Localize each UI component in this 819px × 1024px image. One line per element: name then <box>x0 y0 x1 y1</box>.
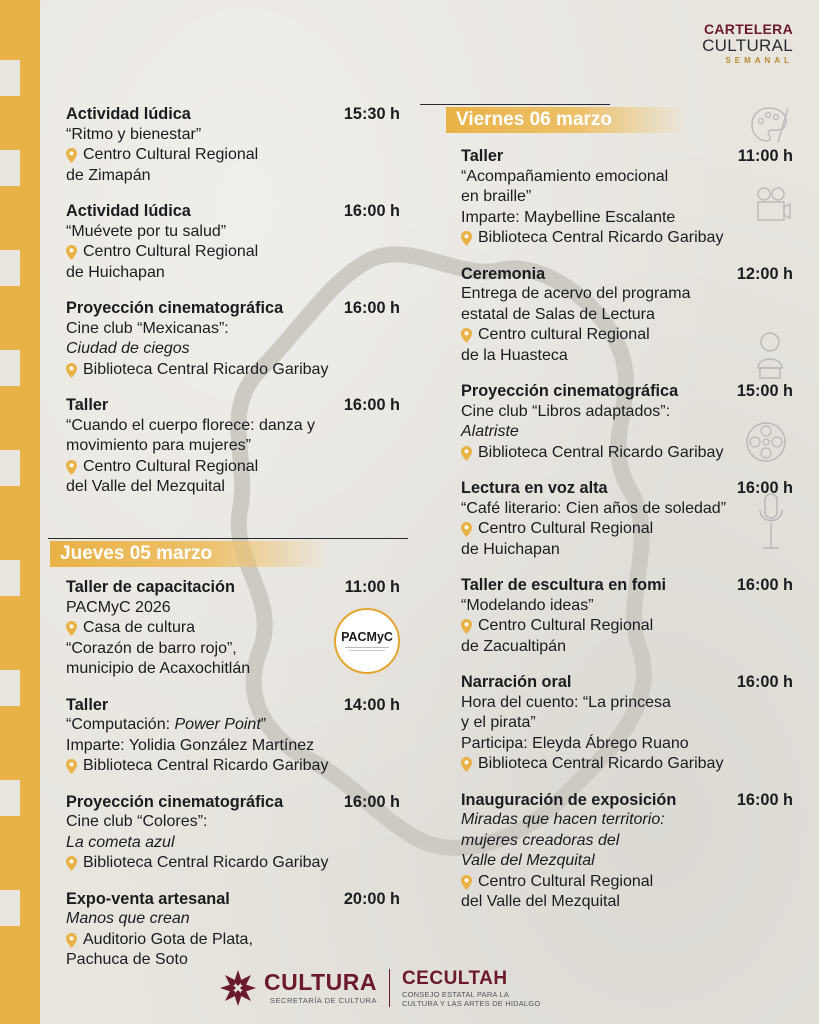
side-decorative-band <box>0 0 40 1024</box>
left-column-events <box>66 104 400 513</box>
event-item <box>461 478 793 560</box>
location-line: de Zimapán <box>66 166 151 184</box>
location-pin-icon <box>461 231 472 246</box>
event-type: Taller <box>66 396 109 414</box>
event-detail: “Muévete por tu salud” <box>66 222 227 240</box>
location-line: de la Huasteca <box>461 346 568 364</box>
location-pin-icon <box>66 148 77 163</box>
event-item <box>461 146 793 249</box>
location-line: Biblioteca Central Ricardo Garibay <box>478 755 724 772</box>
location-pin-icon <box>461 757 472 772</box>
footer-divider <box>389 969 390 1007</box>
location-pin-icon <box>66 460 77 475</box>
film-title: Alatriste <box>461 423 519 440</box>
event-detail: estatal de Salas de Lectura <box>461 305 655 323</box>
event-item <box>461 672 793 775</box>
event-detail: Cine club “Colores”: <box>66 813 208 830</box>
event-detail: “Café literario: Cien años de soledad” <box>461 499 727 517</box>
event-location <box>461 325 793 366</box>
event-detail: PACMyC 2026 <box>66 598 171 616</box>
location-line: Pachuca de Soto <box>66 951 188 968</box>
exhibition-title: mujeres creadoras del <box>461 831 620 849</box>
event-location <box>66 242 400 283</box>
location-line: de Huichapan <box>461 540 560 558</box>
day-header-jueves <box>48 538 408 572</box>
event-detail: en braille” <box>461 188 532 205</box>
location-line: Biblioteca Central Ricardo Garibay <box>83 854 329 871</box>
event-time: 11:00 h <box>344 578 400 596</box>
location-pin-icon <box>66 759 77 774</box>
day-label: Viernes 06 marzo <box>446 107 686 133</box>
location-line: de Huichapan <box>66 263 165 281</box>
cultura-logo <box>264 971 377 1005</box>
cecultah-wordmark: CECULTAH <box>401 967 508 989</box>
event-time: 20:00 h <box>343 889 400 908</box>
event-item <box>461 264 793 367</box>
location-line: de Zacualtipán <box>461 637 566 655</box>
event-location <box>66 930 400 971</box>
event-type: Taller <box>461 147 504 165</box>
event-type: Inauguración de exposición <box>461 790 677 809</box>
event-item <box>66 695 400 777</box>
location-pin-icon <box>461 619 472 634</box>
exhibition-title: Valle del Mezquital <box>461 852 595 869</box>
location-line: Centro Cultural Regional <box>478 520 654 537</box>
brand-line-2: CULTURAL <box>702 36 793 55</box>
cultura-subtitle: SECRETARÍA DE CULTURA <box>270 996 377 1005</box>
event-item <box>66 395 400 498</box>
location-line: Biblioteca Central Ricardo Garibay <box>478 229 724 246</box>
event-item <box>66 298 400 380</box>
day-label: Jueves 05 marzo <box>50 541 330 567</box>
location-line: Biblioteca Central Ricardo Garibay <box>83 360 329 378</box>
event-time: 15:30 h <box>343 105 400 123</box>
event-time: 16:00 h <box>343 396 400 414</box>
location-line: Biblioteca Central Ricardo Garibay <box>478 443 724 461</box>
event-location <box>461 754 793 775</box>
event-detail: “Modelando ideas” <box>461 596 594 614</box>
cultura-star-icon <box>218 968 258 1008</box>
event-detail: Hora del cuento: “La princesa <box>461 693 671 711</box>
film-title: La cometa azul <box>66 833 175 851</box>
event-type: Actividad lúdica <box>66 105 191 123</box>
event-time: 16:00 h <box>736 790 793 809</box>
location-line: Auditorio Gota de Plata, <box>83 930 253 948</box>
event-participant: Participa: Eleyda Ábrego Ruano <box>461 734 689 752</box>
event-time: 16:00 h <box>736 576 793 594</box>
event-location <box>66 853 400 874</box>
event-time: 16:00 h <box>343 792 400 811</box>
event-item <box>66 104 400 186</box>
location-line: Centro Cultural Regional <box>83 457 259 475</box>
film-title: Ciudad de ciegos <box>66 340 190 357</box>
event-detail: “Cuando el cuerpo florece: danza y <box>66 416 316 434</box>
event-type: Proyección cinematográfica <box>66 299 284 317</box>
footer-logos <box>218 966 540 1010</box>
cecultah-logo <box>402 969 540 1008</box>
event-type: Taller de capacitación <box>66 578 235 596</box>
brand-line-3: SEMANAL <box>725 56 793 65</box>
event-location <box>66 756 400 777</box>
event-location <box>461 872 793 913</box>
location-pin-icon <box>66 621 77 636</box>
location-line: Centro Cultural Regional <box>478 872 654 890</box>
location-pin-icon <box>461 875 472 890</box>
location-pin-icon <box>66 933 77 948</box>
event-time: 12:00 h <box>736 264 793 283</box>
location-line: del Valle del Mezquital <box>66 478 225 495</box>
location-line: municipio de Acaxochitlán <box>66 660 251 677</box>
event-location <box>461 519 793 560</box>
event-instructor: Imparte: Yolidia González Martínez <box>66 736 315 754</box>
event-type: Proyección cinematográfica <box>66 792 284 811</box>
pacmyc-logo <box>334 608 400 674</box>
event-time: 16:00 h <box>736 673 793 691</box>
event-time: 14:00 h <box>343 695 400 714</box>
event-location <box>66 360 400 381</box>
event-type: Actividad lúdica <box>66 202 191 220</box>
event-item <box>66 792 400 874</box>
location-pin-icon <box>461 446 472 461</box>
cecultah-subtitle-1: CONSEJO ESTATAL PARA LA <box>401 989 510 999</box>
event-location <box>461 228 793 249</box>
event-time: 15:00 h <box>736 382 793 400</box>
location-line: Centro cultural Regional <box>478 326 650 343</box>
event-detail: Manos que crean <box>66 910 190 927</box>
exhibition-title: Miradas que hacen territorio: <box>461 811 665 828</box>
location-line: Casa de cultura <box>83 619 196 636</box>
event-type: Ceremonia <box>461 264 546 283</box>
event-type: Proyección cinematográfica <box>461 382 679 400</box>
location-line: del Valle del Mezquital <box>461 893 620 910</box>
location-line: “Corazón de barro rojo”, <box>66 639 237 657</box>
event-location <box>461 443 793 464</box>
event-detail: movimiento para mujeres” <box>66 437 251 454</box>
viernes-events <box>461 146 793 928</box>
event-time: 11:00 h <box>737 147 793 165</box>
event-type: Expo-venta artesanal <box>66 889 230 908</box>
cartelera-logo <box>702 22 793 65</box>
event-location <box>66 145 400 186</box>
day-header-viernes <box>446 104 696 138</box>
location-pin-icon <box>461 328 472 343</box>
event-item <box>461 381 793 463</box>
pacmyc-logo-text: PACMyC <box>341 630 393 645</box>
event-detail: “Ritmo y bienestar” <box>66 125 202 143</box>
event-item <box>66 889 400 971</box>
location-pin-icon <box>66 363 77 378</box>
location-pin-icon <box>66 245 77 260</box>
event-detail: Cine club “Mexicanas”: <box>66 319 229 337</box>
location-pin-icon <box>461 522 472 537</box>
event-time: 16:00 h <box>343 202 400 220</box>
event-item <box>461 575 793 657</box>
palette-icon <box>748 104 790 146</box>
event-type: Taller de escultura en fomi <box>461 576 667 594</box>
event-time: 16:00 h <box>343 299 400 317</box>
location-line: Centro Cultural Regional <box>83 146 259 163</box>
event-type: Taller <box>66 695 109 714</box>
event-time: 16:00 h <box>736 479 793 497</box>
event-type: Lectura en voz alta <box>461 479 608 497</box>
event-location <box>461 616 793 657</box>
event-item <box>461 790 793 913</box>
event-instructor: Imparte: Maybelline Escalante <box>461 208 676 226</box>
location-line: Biblioteca Central Ricardo Garibay <box>83 757 329 774</box>
event-type: Narración oral <box>461 673 572 691</box>
cultura-wordmark: CULTURA <box>264 969 377 995</box>
event-location <box>66 457 400 498</box>
event-detail: “Acompañamiento emocional <box>461 167 669 185</box>
event-detail: Entrega de acervo del programa <box>461 285 691 302</box>
event-detail: y el pirata” <box>461 714 536 731</box>
event-detail: Cine club “Libros adaptados”: <box>461 402 671 420</box>
brand-line-1: CARTELERA <box>703 21 793 37</box>
event-item <box>66 201 400 283</box>
location-line: Centro Cultural Regional <box>478 617 654 634</box>
location-line: Centro Cultural Regional <box>83 243 259 260</box>
cecultah-subtitle-2: CULTURA Y LAS ARTES DE HIDALGO <box>401 998 541 1008</box>
location-pin-icon <box>66 856 77 871</box>
event-detail: “Computación: Power Point” <box>66 716 267 733</box>
